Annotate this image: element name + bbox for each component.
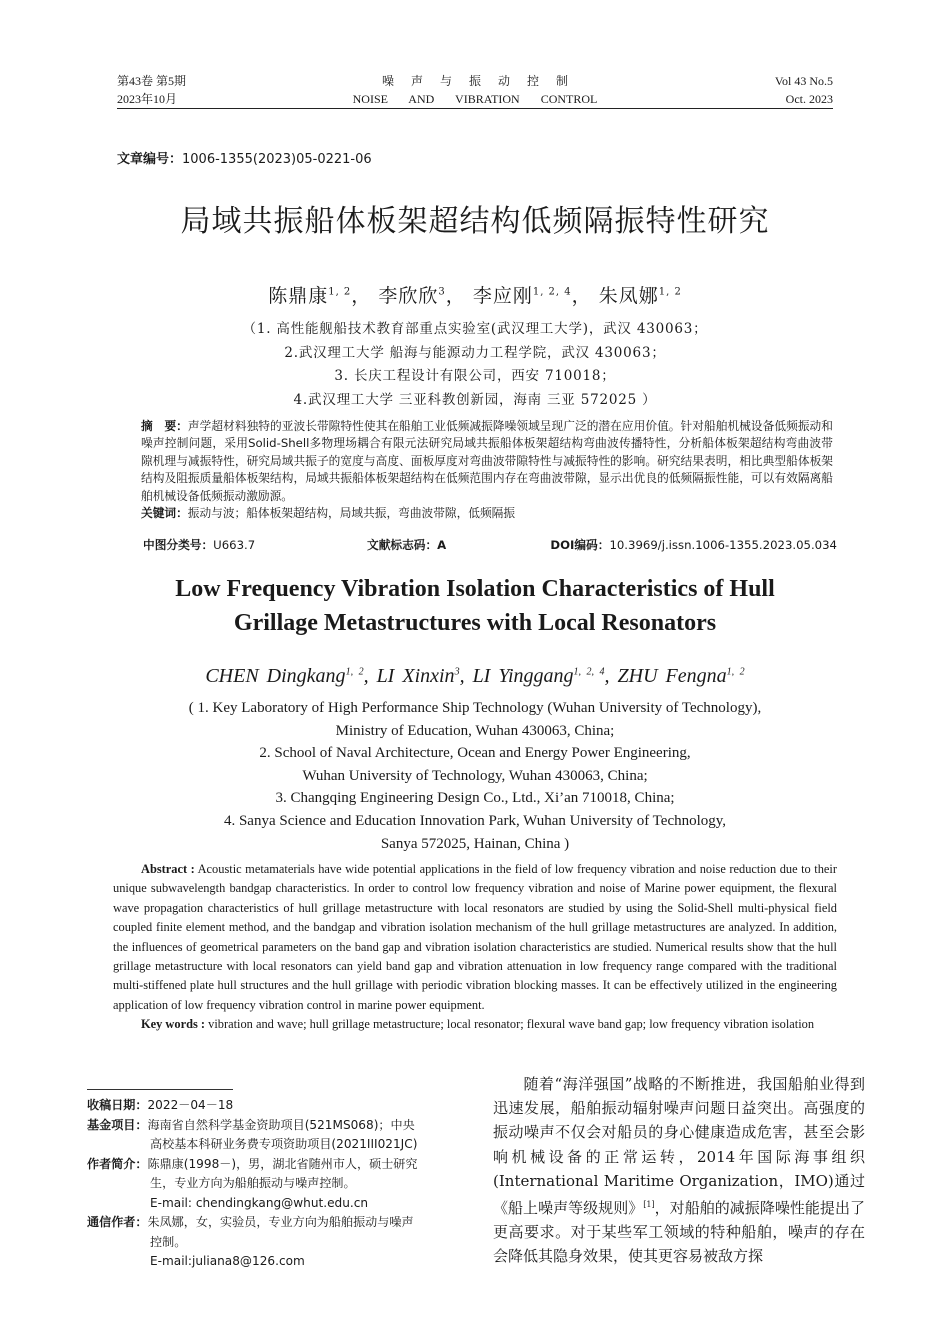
affiliation-en-line: 2. School of Naval Architecture, Ocean and Energy Power Engineering, — [259, 745, 691, 762]
clc-value: U663.7 — [213, 538, 256, 552]
affiliation-cn-line: （1. 高性能舰船技术教育部重点实验室(武汉理工大学)，武汉 430063； — [242, 321, 708, 337]
clc-code — [143, 536, 255, 554]
abstract-en-paragraph — [113, 860, 837, 1015]
title-en-line: Low Frequency Vibration Isolation Characteristics of Hull — [175, 576, 775, 602]
footnote-corresponding — [87, 1213, 467, 1233]
author-name: LI Xinxin — [376, 664, 455, 687]
corresponding-line: 朱凤娜，女，实验员，专业方向为船舶振动与噪声 — [147, 1215, 414, 1229]
citation-ref: [1] — [643, 1200, 655, 1210]
fund-label: 基金项目： — [87, 1117, 148, 1132]
affiliation-en-line: ( 1. Key Laboratory of High Performance Ship Technology (Wuhan University of Technology), — [188, 700, 762, 716]
header-journal-name-cn: 噪声与振动控制 — [381, 74, 585, 88]
author-affil-sup: 1, 2 — [345, 666, 364, 677]
corresponding-line: 控制。 — [150, 1234, 187, 1249]
abstract-cn-label: 摘 要： — [141, 419, 188, 433]
abstract-en — [113, 860, 837, 1035]
author-sep: ， — [351, 285, 372, 308]
author-en-4 — [618, 665, 745, 687]
fund-text-line: 高校基本科研业务费专项资助项目(2021III021JC) — [150, 1137, 418, 1151]
keywords-en — [113, 1015, 837, 1034]
footnote-divider — [87, 1089, 233, 1090]
body-text-part1: 随着“海洋强国”战略的不断推进，我国船舶业得到迅速发展，船舶振动辐射噪声问题日益突出。高强度的振动噪声不仅会对船员的身心健康造成危害，甚至会影响机械设备的正常运转，2014年国际海事组织(International Maritime Organization，IMO)通过《船上噪声等级规则》 — [493, 1075, 865, 1218]
body-introduction — [493, 1072, 865, 1269]
clc-label: 中图分类号： — [143, 538, 214, 552]
author-name: 李欣欣 — [378, 285, 439, 308]
affiliations-cn — [117, 318, 833, 412]
author-affil-sup: 1, 2 — [658, 287, 682, 298]
author-affil-sup: 3 — [454, 666, 460, 677]
author-en-1 — [205, 665, 376, 687]
author-affil-sup: 1, 2 — [726, 666, 745, 677]
author-affil-sup: 1, 2 — [328, 287, 352, 298]
keywords-cn-label: 关键词： — [141, 506, 188, 521]
header-volume-issue-en: Vol 43 No.5 — [774, 74, 833, 88]
footnote-author — [87, 1155, 467, 1175]
abstract-cn-text: 声学超材料独特的亚波长带隙特性使其在船舶工业低频减振降噪领域呈现广泛的潜在应用价值。针对船舶机械设备低频振动和噪声控制问题，采用Solid-Shell多物理场耦合有限元法研究局域共振船体板架超结构弯曲波传播特性，分析船体板架超结构弯曲波带隙机理与减振特性，研究局域共振子的宽度与高度、面板厚度对弯曲波带隙特性与减振特性的影响。研究结果表明，相比典型船体板架结构及阻振质量船体板架结构，局域共振船体板架超结构在低频范围内存在弯曲波带隙，显示出优良的低频隔振性能，可以有效隔离船舶机械设备低频振动激励源。 — [141, 419, 833, 503]
author-affil-sup: 1, 2, 4 — [573, 666, 605, 677]
keywords-en-text: vibration and wave; hull grillage metastructure; local resonator; flexural wave band gap; low frequency vibration isolation — [208, 1017, 815, 1032]
author-affil-sup: 1, 2, 4 — [532, 287, 572, 298]
author-cn-3 — [473, 285, 592, 307]
corresponding-label: 通信作者： — [87, 1215, 148, 1229]
header-volume-info-en — [775, 72, 833, 108]
affiliation-en-line: Ministry of Education, Wuhan 430063, China; — [335, 722, 615, 739]
author-sep: , — [363, 664, 377, 687]
author-name: ZHU Fengna — [617, 664, 727, 687]
author-sep: ， — [445, 285, 466, 308]
header-divider — [117, 108, 833, 109]
header-volume-info — [117, 72, 186, 108]
author-en-2 — [377, 665, 473, 687]
author-bio-line: 陈鼎康(1998－)，男，湖北省随州市人，硕士研究 — [147, 1156, 418, 1171]
author-affil-sup: 3 — [438, 287, 446, 298]
keywords-en-label: Key words : — [141, 1017, 206, 1032]
fund-text-line: 海南省自然科学基金资助项目(521MS068)；中央 — [147, 1117, 415, 1132]
author-name: 李应刚 — [472, 285, 533, 308]
affiliation-cn-line: 4.武汉理工大学 三亚科教创新园，海南 三亚 572025 ） — [293, 391, 657, 408]
keywords-cn-text: 振动与波；船体板架超结构，局域共振，弯曲波带隙，低频隔振 — [187, 506, 516, 521]
abstract-en-label: Abstract : — [141, 862, 195, 876]
article-number-label: 文章编号： — [117, 152, 183, 167]
affiliation-cn-line: 2.武汉理工大学 船海与能源动力工程学院，武汉 430063； — [284, 344, 666, 361]
header-date-en: Oct. 2023 — [785, 92, 833, 106]
affiliations-en — [117, 697, 833, 855]
author-name: 陈鼎康 — [268, 285, 329, 308]
title-en — [80, 572, 870, 640]
affiliation-cn-line: 3. 长庆工程设计有限公司，西安 710018； — [334, 368, 616, 384]
author-cn-1 — [268, 285, 371, 307]
abstract-cn-paragraph — [117, 418, 833, 505]
footnotes — [87, 1096, 467, 1272]
document-code-label: 文献标志码： — [367, 538, 438, 552]
article-number-value: 1006-1355(2023)05-0221-06 — [182, 152, 372, 167]
title-en-line: Grillage Metastructures with Local Resonators — [233, 610, 717, 636]
author-email: E-mail: chendingkang@whut.edu.cn — [150, 1195, 369, 1210]
authors-cn — [80, 278, 870, 311]
author-bio-line: 生，专业方向为船舶振动与噪声控制。 — [150, 1176, 356, 1190]
document-code-value: A — [437, 538, 447, 552]
doi-value: 10.3969/j.issn.1006-1355.2023.05.034 — [609, 538, 837, 552]
fund-text — [147, 1116, 467, 1136]
footnote-fund — [87, 1116, 467, 1136]
corresponding-email: E-mail:juliana8@126.com — [150, 1254, 305, 1268]
document-code — [367, 536, 446, 554]
body-text-part2: ，对船舶的减振降噪性能提出了更高要求。对于某些军工领域的特种船舶，噪声的存在会降低其隐身效果，使其更容易被敌方探 — [493, 1199, 865, 1266]
doi-label: DOI编码： — [550, 538, 610, 552]
affiliation-en-line: Wuhan University of Technology, Wuhan 430063, China; — [302, 767, 648, 784]
received-label: 收稿日期： — [87, 1098, 148, 1112]
authors-en — [80, 656, 870, 692]
affiliation-en-line: 4. Sanya Science and Education Innovation Park, Wuhan University of Technology, — [223, 812, 727, 829]
abstract-cn — [117, 418, 833, 522]
received-date: 2022－04－18 — [147, 1098, 234, 1112]
author-sep: , — [604, 664, 618, 687]
author-en-3 — [473, 665, 618, 687]
affiliation-en-line: 3. Changqing Engineering Design Co., Ltd., Xi’an 710018, China; — [275, 790, 675, 807]
author-sep: , — [459, 664, 473, 687]
header-date-cn: 2023年10月 — [117, 92, 178, 106]
affiliation-en-line: Sanya 572025, Hainan, China ) — [380, 835, 570, 852]
author-name: 朱凤娜 — [598, 285, 659, 308]
footnote-received — [87, 1096, 467, 1116]
author-cn-4 — [599, 285, 682, 307]
header-journal-name-en: NOISE AND VIBRATION CONTROL — [352, 92, 598, 106]
article-number — [117, 148, 372, 167]
author-name: LI Yinggang — [472, 664, 574, 687]
author-name: CHEN Dingkang — [205, 664, 346, 687]
author-sep: ， — [571, 285, 592, 308]
author-bio-label: 作者简介： — [87, 1156, 148, 1171]
keywords-cn — [117, 505, 833, 522]
header-volume-issue: 第43卷 第5期 — [117, 74, 187, 88]
header-journal-name — [300, 72, 650, 108]
doi-code — [550, 536, 837, 554]
abstract-en-text: Acoustic metamaterials have wide potential applications in the field of low frequency vibration and noise reduction due to their unique subwavelength bandgap characteristics. In order to control low frequency vibration and noise of Marine power equipment, the flexural wave propagation characteristics of hull grillage metastructure with local resonators are studied by using the Solid-Shell multi-physical field coupled finite element method, and the bandgap and vibration isolation mechanism of the hull grillage metastructures are analyzed. In addition, the influences of geometrical parameters on the band gap and vibration isolation characteristics are studied. Numerical results show that the hull grillage metastructure with local resonators can yield band gap and vibration attenuation in low frequency range compared with the traditional multi-stiffened plate hull structures and the hull grillage with periodic vibration blocking masses. It can be effectively utilized in the engineering application of low frequency vibration control in marine power equipment. — [113, 862, 837, 1012]
author-cn-2 — [378, 285, 465, 307]
title-cn: 局域共振船体板架超结构低频隔振特性研究 — [180, 204, 770, 239]
